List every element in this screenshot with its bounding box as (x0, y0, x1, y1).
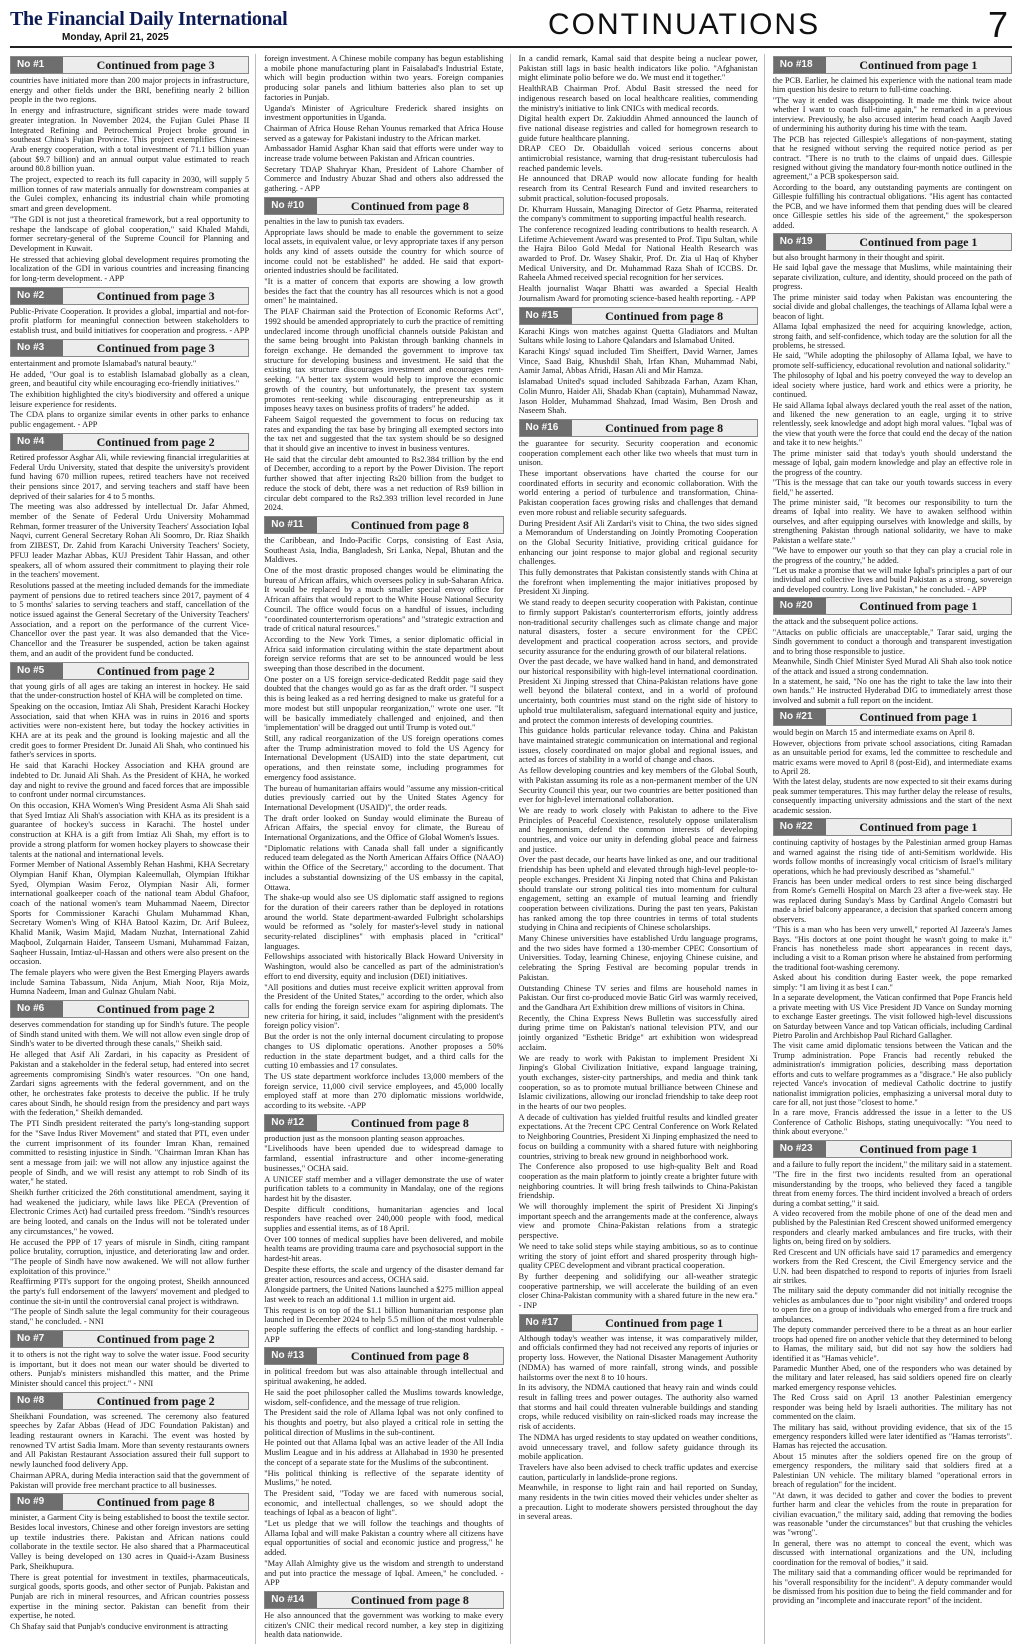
story-paragraph: He pointed out that Allama Iqbal was an active leader of the All India Muslim League and in his address at Allahabad in 1930 he presented the concept of a separate state for the Muslims of the subcontinent. (264, 1438, 504, 1467)
story-paragraph: Travelers have also been advised to check traffic updates and exercise caution, particularly in landslide-prone regions. (518, 1462, 758, 1482)
story (519, 1314, 758, 1522)
story-paragraph: Francis has been under medical orders to rest since being discharged from Rome's Gemelli Hospital on March 23 after a five-week stay. He was replaced during Sunday's Mass by Cardinal Angelo Comastri but made a brief balcony appearance, a decision that sparked concern among observers. (772, 876, 1012, 924)
story (10, 287, 249, 336)
story-number-badge: No #20 (774, 598, 826, 614)
story-paragraph: Islamabad United's squad included Sahibzada Farhan, Azam Khan, Colin Munro, Haider Ali, Shadab Khan (captain), Muhammad Nawaz, Jason Holder, Muhammad Shahzad, Imad Wasim, Ben Drosh and Naseem Shah. (518, 377, 758, 416)
story-paragraph: We need to take solid steps while staying ambitious, so as to continue writing the story of joint effort and shared prosperity through high-quality CPEC development and vibrant practical cooperation. (518, 1241, 758, 1271)
story (773, 1140, 1012, 1606)
story-paragraph: Many Chinese universities have established Urdu language programs, and the two sides have formed a 130-member CPEC Consortium of Universities. Today, learning Chinese, enjoying Chinese cuisine, and celebrating the Spring Festival are becoming popular trends in Pakistan. (518, 934, 758, 982)
story-paragraph: The bureau of humanitarian affairs would "assume any mission-critical duties previously carried out by the United States Agency for International Development (USAID)", the order reads. (264, 783, 504, 812)
story-paragraph: We will thoroughly implement the spirit of President Xi Jinping's important speech and the arrangements made at the conference, always view and promote China-Pakistan relations from a strategic perspective. (518, 1202, 758, 1241)
story-paragraph: Public-Private Cooperation. It provides a global, impartial and not-for-profit platform for meaningful connection between stakeholders to establish trust, and build initiatives for cooperation and progress. - APP (10, 306, 250, 336)
story-number-badge: No #4 (11, 434, 63, 450)
story-number-badge: No #1 (11, 57, 63, 73)
story-paragraph: A video recovered from the mobile phone of one of the dead men and published by the Palestinian Red Crescent showed uniformed emergency responders and clearly marked ambulances and fire trucks, with their lights on, being fired on by soldiers. (772, 1208, 1012, 1247)
story (10, 1000, 249, 1327)
story-paragraph: Despite difficult conditions, humanitarian agencies and local responders have reached over 240,000 people with food, medical supplies and essential items, as of 18 April. (264, 1204, 504, 1234)
story-paragraph: continuing captivity of hostages by the Palestinian armed group Hamas and warned against the rising tide of anti-Semitism worldwide. His words follow months of increasingly vocal criticism of Israel's military operations, which he had previously described as "shameful." (772, 838, 1012, 876)
story-paragraph: countries have initiated more than 200 major projects in infrastructure, energy and other fields under the BRI, benefiting nearly 2 billion people in the two regions. (10, 76, 250, 105)
story-paragraph: With the latest delay, students are now expected to sit their exams during peak summer temperatures. This may further delay the release of results, consequently impacting university admissions and the start of the next academic session. (772, 777, 1012, 815)
story-number-badge: No #8 (11, 1393, 63, 1409)
story-paragraph: "The GDI is not just a theoretical framework, but a real opportunity to reshape the landscape of global cooperation," said Khaled Mahdi, former secretary-general of the Supreme Council for Planning and Development in Kuwait. (10, 214, 250, 253)
story-paragraph: production just as the monsoon planting season approaches. (264, 1133, 465, 1143)
story-paragraph: Reaffirming PTI's support for the ongoing protest, Sheikh announced the party's full endorsement of the lawyers' movement and pledged to continue the sit-in until the controversial canal project is withdrawn. (10, 1277, 250, 1306)
story-paragraph: He said that Karachi Hockey Association and KHA ground are indebted to Dr. Junaid Ali Shah. As the President of KHA, he worked day and night to revive the ground and faced forces that are impossible to confront under normal circumstances. (10, 761, 250, 800)
publication-name: The Financial Daily International (10, 8, 288, 30)
story-paragraph: However, objections from private school associations, citing Ramadan as an unsuitable period for exams, led the committee to reschedule and matric exams were moved to April 8 (post-Eid), and intermediate exams to April 28. (772, 738, 1012, 776)
story (773, 597, 1012, 705)
story-paragraph: On this occasion, KHA Women's Wing President Asma Ali Shah said that Syed Imtiaz Ali Shah's association with KHA as its president is a guarantee of hockey's success in Karachi. The hostel under construction at KHA is a gift from Imtiaz Ali Shah, my effort is to provide a strong platform for women hockey players to showcase their talents at the national and international levels. (10, 801, 250, 859)
continuation-header (10, 56, 249, 74)
continued-from-label: Continued from page 8 (317, 198, 502, 214)
story-paragraph: "This is the message that can take our youth towards success in every field," he asserted. (772, 478, 1012, 497)
story-paragraph: that young girls of all ages are taking an interest in hockey. He said that the under-construction hostel of KHA will be completed on time. (10, 681, 250, 701)
story-paragraph: In its advisory, the NDMA cautioned that heavy rain and winds could result in falling trees and power outages. The authority also warned that storms and hail could threaten vulnerable buildings and standing crops, while reduced visibility on rain-slicked roads may increase the risk of accidents. (518, 1383, 758, 1432)
story-paragraph: The prime minister said today when Pakistan was encountering the social divide and global challenges, the teachings of Allama Iqbal were a beacon of light. (772, 292, 1012, 321)
story-number-badge: No #15 (520, 308, 572, 324)
story-paragraph: penalties in the law to punish tax evaders. (264, 216, 405, 226)
continuation-header (773, 233, 1012, 251)
story-paragraph: Chairman APRA, during Media interaction said that the government of Pakistan will provide free merchant practice to all businesses. (10, 1470, 250, 1490)
story-number-badge: No #10 (265, 198, 317, 214)
story-paragraph: The President said the role of Allama Iqbal was not only confined to his thoughts and poetry, but also played a critical role in setting the political direction of Muslims in the sub-continent. (264, 1408, 504, 1437)
continuation-header (10, 1493, 249, 1511)
story-paragraph: Appropriate laws should be made to enable the government to seize local assets, in equivalent value, or levy appropriate taxes if any person holds any kind of assets outside the country for which source of income could not be established" he added. He said that export-oriented industries should be facilitated. (264, 227, 504, 276)
continued-from-label: Continued from page 8 (572, 308, 757, 324)
continued-from-label: Continued from page 3 (63, 57, 248, 73)
story (10, 433, 249, 659)
story-paragraph: These important observations have charted the course for our coordinated efforts in security and economic collaboration. With the world entering a period of turbulence and transformation, China-Pakistan cooperation faces growing risks and challenges that demand even more robust and reliable security safeguards. (518, 469, 758, 517)
story-paragraph: There is great potential for investment in textiles, pharmaceuticals, surgical goods, sports goods, and other sector of Punjab. Pakistan and Punjab are rich in mineral resources, and African countries possess expertise in the mining sector. Pakistan can benefit from their expertise, he noted. (10, 1572, 250, 1621)
story (264, 197, 503, 513)
story-paragraph: Alongside partners, the United Nations launched a $275 million appeal last week to reach an additional 1.1 million in urgent aid. (264, 1285, 504, 1304)
story-paragraph: "We have to empower our youth so that they can play a crucial role in the progress of the country," he added. (772, 546, 1012, 565)
story-paragraph: He said the poet philosopher called the Muslims towards knowledge, wisdom, self-confidence, and the message of true religion. (264, 1387, 504, 1407)
story-paragraph: Chairman of Africa House Rehan Younus remarked that Africa House served as a gateway for Pakistani industry to the African market. (264, 123, 504, 143)
story-paragraph: "Attacks on public officials are unacceptable," Tarar said, urging the Sindh government to conduct a thorough and transparent investigation and to bring those responsible to justice. (772, 627, 1012, 656)
story-paragraph: Digital health expert Dr. Zakiuddin Ahmed announced the launch of five national disease registries and called for homegrown research to guide future healthcare planning. (518, 114, 758, 143)
story-paragraph: "His political thinking is reflective of the separate identity of Muslims," he noted. (264, 1468, 504, 1488)
story-paragraph: He stressed that achieving global development requires promoting the localization of the GDI in various countries and increasing financing for long-term development. - APP (10, 254, 250, 284)
story-paragraph: the PCB. Earlier, he claimed his experience with the national team made him question his desire to return to full-time coaching. (772, 76, 1012, 95)
story-paragraph: A UNICEF staff member and a villager demonstrate the use of water purification tablets to a community in Mandalay, one of the regions hardest hit by the disaster. (264, 1174, 504, 1203)
story-paragraph: One of the most drastic proposed changes would be eliminating the bureau of African affairs, which oversees policy in sub-Saharan Africa. It would be replaced by a much smaller special envoy office for African affairs that would report to the White House National Security Council. The office would focus on a handful of issues, including "coordinated counterterrorism operations" and "strategic extraction and trade of critical natural resources." (264, 566, 504, 634)
story-paragraph: Over 100 tonnes of medical supplies have been delivered, and mobile health teams are providing trauma care and psychosocial support in the hardest-hit areas. (264, 1234, 504, 1264)
story-paragraph: Karachi Kings won matches against Quetta Gladiators and Multan Sultans while losing to Lahore Qalandars and Islamabad United. (518, 326, 758, 346)
story-paragraph: In energy and infrastructure, significant strides were made toward greater integration. In November 2024, the Fujian Gulei Phase II Integrated Refining and Petrochemical Project broke ground in southeast China's Fujian Province. This project exemplifies Chinese-Arab energy cooperation, with a total investment of 71.1 billion yuan (about $9.7 billion) and an annual output value estimated to reach around 80.8 billion yuan. (10, 106, 250, 174)
continuation-header (10, 1392, 249, 1410)
continuation-header (10, 433, 249, 451)
story (10, 662, 249, 998)
story-paragraph: Former Member of National Assembly Rehan Hashmi, KHA Secretary Olympian Hanif Khan, Olympian Kaleemullah, Olympian Iftikhar Syed, Olympian Wasim Feroz, Olympian Nasir Ali, former international goalkeeper coach of the national team Abdul Ghafoor, coach of the national women's team Muhammad Naeem, Director Sports for Commissioner Karachi Ghulam Muhammad Khan, Secretary Women's Wing of KHA Batool Kazim, Dr. Arif Buleez, Khalid Manik, Wasim Majid, Madam Nuzhat, International Zahid Maqbool, Zulqarnain Haider, Tanseem Usmani, Muhammad Faizan, Saqheer Hussain, Imtiaz-ul-Hassan and others were also present on the occasion. (10, 860, 250, 967)
story-paragraph: it to others is not the right way to solve the water issue. Food security is important, but it does not mean our water should be diverted to others. Punjab's ministers mishandled this matter, and the Prime Minister should cancel this project." - NNI (10, 1349, 250, 1388)
story-paragraph: Karachi Kings' squad included Tim Sheiffert, David Warner, James Vince, Saad Baig, Khushdil Shah, Irfan Khan, Muhammad Nabi, Aamir Jamal, Abbas Afridi, Hasan Ali and Mir Hamza. (518, 346, 758, 376)
story-paragraph: Resolutions passed at the meeting included demands for the immediate payment of pensions due to retired teachers since 2017, payment of 4 to 5 months' salaries to serving teachers and staff, cancellation of the notice issued against the General Secretary of the University Teachers' Association, and a report on the performance of the current Vice-Chancellor over the past year. It was also demanded that the Vice-Chancellor and the Treasurer be suspended, action be taken against them, and an audit of the provident fund be conducted. (10, 580, 250, 658)
story-paragraph: The Red Cross said on April 13 another Palestinian emergency responder was being held by Israeli authorities. The military has not commented on the claim. (772, 1393, 1012, 1422)
continued-from-label: Continued from page 1 (826, 819, 1011, 835)
continued-from-label: Continued from page 1 (826, 1141, 1011, 1157)
story-paragraph: This request is on top of the $1.1 billion humanitarian response plan launched in December 2024 to help 5.5 million of the most vulnerable people suffering the effects of conflict and long-standing hardship. - APP (264, 1305, 504, 1344)
continued-from-label: Continued from page 8 (317, 517, 502, 533)
story-paragraph: The NDMA has urged residents to stay updated on weather conditions, avoid unnecessary travel, and follow safety guidance through its mobile application. (518, 1432, 758, 1462)
story-paragraph: would begin on March 15 and intermediate exams on April 8. (772, 728, 975, 738)
section-title: CONTINUATIONS (548, 8, 821, 41)
story (10, 339, 249, 430)
continued-from-label: Continued from page 2 (63, 663, 248, 679)
story-paragraph: In a candid remark, Kamal said that despite being a nuclear power, Pakistan still lags in basic health indicators like polio. "Afghanistan might eliminate polio before we do. We must end it together." (518, 54, 758, 83)
story-paragraph: We stand ready to deepen security cooperation with Pakistan, continue to firmly support Pakistan's counterterrorism efforts, jointly address non-traditional security challenges such as climate change and major natural disasters, foster a secure environment for the CPEC development and practical cooperation across sectors, and provide security assurance for the enduring growth of our bilateral relations. (518, 598, 758, 656)
story-paragraph: The female players who were given the Best Emerging Players awards include Samina Tabassum, Nida Anjum, Miah Noor, Rija Moiz, Humna Nadeem, Iman and Gulnaz Ghulam Nabi. (10, 967, 250, 997)
continuation-header (773, 56, 1012, 74)
story-paragraph: The draft order looked on Sunday would eliminate the Bureau of African Affairs, the special envoy for climate, the Bureau of International Organizations, and the Office of Global Women's Issues. (264, 813, 504, 843)
story-paragraph: The visit came amid diplomatic tensions between the Vatican and the Trump administration. Pope Francis had recently rebuked the administration's immigration policies, describing mass deportation efforts and cuts to welfare programmes as a "disgrace." He also publicly rejected Vance's invocation of medieval Catholic doctrine to justify nationalist immigration policies, emphasizing a universal moral duty to care for all, not just those "closest to home." (772, 1041, 1012, 1107)
continuation-header (10, 1000, 249, 1018)
story-number-badge: No #5 (11, 663, 63, 679)
story-paragraph: Faheem Saigol requested the government to focus on reducing tax rates and expanding the tax base by bringing all exempted sectors into the tax net and suggested that the tax system should be so designed that it should give an incentive to invest in business ventures. (264, 414, 504, 454)
story-paragraph: "Livelihoods have been upended due to widespread damage to farmland, essential infrastructure and other income-generating businesses," OCHA said. (264, 1144, 504, 1173)
story-paragraph: This guidance holds particular relevance today. China and Pakistan have maintained strategic communication on international and regional issues, closely coordinated on major global and regional issues, and acted as forces of stability in a world of change and chaos. (518, 726, 758, 765)
story-paragraph: minister, a Garment City is being established to boost the textile sector. Besides local investors, Chinese and other foreign investors are setting up textile industries there. Pakistan and African nations could collaborate in the textile sector. He also shared that a Pharmaceutical Valley is being developed on 130 acres in Quaid-i-Azam Business Park, Sheikhupura. (10, 1513, 250, 1571)
story-paragraph: Sheikhani Foundation, was screened. The ceremony also featured speeches by Zafar Abbas (Head of JDC Foundation Pakistan) and leading restaurant owners in Karachi. The event was hosted by renowned TV artist Sadia Imam. More than seventy restaurants owners and All Pakistan Restaurant Association assured their full support to newly launched food delivery App. (10, 1411, 250, 1470)
continuation-header (264, 1591, 503, 1609)
story-paragraph: "Diplomatic relations with Canada shall fall under a significantly reduced team delegated as the North American Affairs Office (NAAO) within the Office of the Secretary," according to the document. That includes a substantial downsizing of the US embassy in the capital, Ottawa. (264, 843, 504, 892)
story-paragraph: During President Asif Ali Zardari's visit to China, the two sides signed a Memorandum of Understanding on Jointly Promoting Cooperation on the Global Security Initiative, providing critical guidance for enhancing our joint response to major global and regional security challenges. (518, 518, 758, 567)
story-paragraph: foreign investment. A Chinese mobile company has begun establishing a mobile phone manufacturing plant in Faisalabad's Industrial Estate, which will begin production within two years. Foreign companies producing solar panels and lithium batteries also plan to set up factories in Punjab. (264, 54, 504, 102)
story-number-badge: No #14 (265, 1592, 317, 1608)
continued-from-label: Continued from page 2 (63, 434, 248, 450)
story-paragraph: The shake-up would also see US diplomatic staff assigned to regions for the duration of their careers rather than be deployed in rotations around the world. State department-awarded Fulbright scholarships would be reformed as "solely for master's-level study in national security-related disciplines" with emphasis placed in "critical" languages. (264, 893, 504, 951)
story (264, 1347, 503, 1587)
story-paragraph: The project, expected to reach its full capacity in 2030, will supply 5 million tonnes of raw materials annually for downstream companies at the Gulei complex, enhancing its industrial chain while promoting smart and green development. (10, 175, 250, 214)
continued-from-label: Continued from page 8 (317, 1592, 502, 1608)
story-paragraph: HealthRAB Chairman Prof. Abdul Basit stressed the need for indigenous research based on local healthcare realities, commending the ministry's initiative to link CNICs with medical records. (518, 84, 758, 113)
story-paragraph: The CDA plans to organize similar events in other parks to enhance public engagement. - APP (10, 410, 250, 430)
continuation-header (264, 1347, 503, 1365)
story-paragraph: One poster on a US foreign service-dedicated Reddit page said they doubted that the changes would go as far as the draft order. "I suspect this is being leaked as a red herring designed to make us grateful for a more modest but still unpopular reorganization," wrote one user. "It will be basically immediately challenged and enjoined, and then 'implementation' will be dragged out until Trump is voted out." (264, 674, 504, 733)
story-number-badge: No #2 (11, 288, 63, 304)
continued-from-label: Continued from page 3 (63, 340, 248, 356)
continued-from-label: Continued from page 1 (826, 709, 1011, 725)
story-number-badge: No #7 (11, 1331, 63, 1347)
story-paragraph: "May Allah Almighty give us the wisdom and strength to understand and put into practice the message of Iqbal. Ameen," he concluded. - APP (264, 1558, 504, 1588)
story (10, 1330, 249, 1389)
story-paragraph: Asked about his condition during Easter week, the pope remarked simply: "I am living it as best I can." (772, 973, 1012, 992)
story-paragraph: In general, there was no attempt to conceal the event, which was discussed with international organizations and the UN, including coordination for the removal of bodies," it said. (772, 1538, 1012, 1567)
story-paragraph: Paramedic Munther Abed, one of the responders who was detained by the military and later released, has said soldiers opened fire on clearly marked emergency response vehicles. (772, 1363, 1012, 1392)
continued-from-label: Continued from page 2 (63, 1331, 248, 1347)
story-paragraph: The deputy commander perceived there to be a threat as an hour earlier troops had opened fire on another vehicle that they determined to belong to Hamas, the military said, but did not say how the soldiers had identified it as "Hamas vehicle". (772, 1325, 1012, 1363)
story-paragraph: Allama Iqbal emphasized the need for acquiring knowledge, action, strong faith, and self-confidence, which today are the solution for all the problems, he stressed. (772, 322, 1012, 350)
story-paragraph: The US state department workforce includes 13,000 members of the foreign service, 11,000 civil service employees, and 45,000 locally employed staff at more than 270 diplomatic missions worldwide, according to its website. -APP (264, 1071, 504, 1111)
story-paragraph: "The fire in the first two incidents resulted from an operational misunderstanding by the troops, who believed they faced a tangible threat from enemy forces. The third incident involved a breach of orders during a combat setting," it said. (772, 1170, 1012, 1208)
story-paragraph: The military said that a commanding officer would be reprimanded for his "overall responsibility for the incident". A deputy commander would be dismissed from his position due to being the field commander and for providing an "incomplete and inaccurate report" of the incident. (772, 1568, 1012, 1606)
story-paragraph: the attack and the subsequent police actions. (772, 617, 919, 627)
story-paragraph: entertainment and promote Islamabad's natural beauty." (10, 358, 197, 368)
story-paragraph: About 15 minutes after the soldiers opened fire on the group of emergency responders, the military said that soldiers fired at a Palestinian UN vehicle. The military blamed "operational errors in breach of regulation" for the incident. (772, 1451, 1012, 1490)
story-number-badge: No #16 (520, 420, 572, 436)
continuation-header (10, 339, 249, 357)
continuation-header (264, 1114, 503, 1132)
continuation-header (519, 307, 758, 325)
story (264, 516, 503, 1111)
story-paragraph: Retired professor Asghar Ali, while reviewing financial irregularities at Federal Urdu University, stated that despite the university's provident fund having 670 million rupees, retired teachers have not received their pensions since 2017, and serving teachers and staff have been deprived of their salaries for 4 to 5 months. (10, 452, 250, 501)
continued-from-label: Continued from page 1 (826, 598, 1011, 614)
continuation-header (773, 708, 1012, 726)
continuation-header (519, 1314, 758, 1332)
columns (10, 54, 1012, 1644)
story-paragraph: The philosophy of Iqbal and his poetry conveyed the way to develop an ideal society where justice, hard work and ethics were a priority, he continued. (772, 371, 1012, 400)
column-3 (519, 54, 765, 1644)
continuation-header (10, 1330, 249, 1348)
story-number-badge: No #23 (774, 1141, 826, 1157)
story (519, 419, 758, 1311)
story-paragraph: Uganda's Minister of Agriculture Frederick shared insights on investment opportunities in Uganda. (264, 103, 504, 123)
story-paragraph: Health journalist Waqar Bhatti was awarded a Special Health Journalism Award for promoting science-based health reporting. - APP (518, 284, 758, 303)
story-paragraph: Red Crescent and UN officials have said 17 paramedics and emergency workers from the Red Crescent, the Civil Emergency service and the U.N. had been dispatched to respond to reports of injuries from Israeli air strikes. (772, 1247, 1012, 1285)
story (773, 56, 1012, 230)
story-paragraph: "It is a matter of concern that exports are showing a low growth besides the fact that the country has all resources which is not a good omen" he maintained. (264, 277, 504, 306)
story-paragraph: Speaking on the occasion, Imtiaz Ali Shah, President Karachi Hockey Association, said that when KHA was in ruins in 2016 and sports activities were non-existent here, but today the hockey activities in KHA are at its peak and the ground is looking majestic and all the credit goes to former President Dr. Junaid Ali Shah, who continued his father's services in sports. (10, 701, 250, 760)
story-paragraph: The military said the deputy commander did not initially recognise the vehicles as ambulances due to "poor night visibility" and ordered troops to open fire on a group of individuals who emerged from a fire truck and ambulances. (772, 1286, 1012, 1324)
story-paragraph: The Conference also proposed to use high-quality Belt and Road cooperation as the main platform to jointly create a brighter future with neighboring countries. It will bring fresh tailwinds to China-Pakistan friendship. (518, 1162, 758, 1201)
story-paragraph: According to the board, any outstanding payments are contingent on Gillespie fulfilling his contractual obligations. "His agent has contacted the PCB, and we have informed them that pending dues will be cleared once Gillespie settles his side of the agreement," the spokesperson added. (772, 182, 1012, 230)
story (519, 307, 758, 416)
story-number-badge: No #11 (265, 517, 317, 533)
story-paragraph: and a failure to fully report the incident," the military said in a statement. (772, 1159, 1012, 1169)
story (264, 1114, 503, 1345)
story-paragraph: But the order is not the only internal document circulating to propose changes to US diplomatic operations. Another proposes a 50% reduction in the state department budget, and a third calls for the cutting 10 embassies and 17 consulates. (264, 1032, 504, 1071)
story-paragraph: He alleged that Asif Ali Zardari, in his capacity as President of Pakistan and a stakeholder in the federal setup, had entered into secret agreements compromising Sindh's water resources. "On one hand, Zardari signs agreements with the federal government, and on the other, he orchestrates fake protests to deceive the public. If he truly cares about Sindh, he should resign from the presidency and part ways with the federation," Sheikh demanded. (10, 1050, 250, 1118)
continuation-header (10, 287, 249, 305)
story-number-badge: No #6 (11, 1001, 63, 1017)
story-paragraph: DRAP CEO Dr. Obaidullah voiced serious concerns about antimicrobial resistance, warning that drug-resistant tuberculosis had reached pandemic levels. (518, 144, 758, 173)
continued-from-label: Continued from page 8 (63, 1494, 248, 1510)
story-paragraph: The PTI Sindh president reiterated the party's long-standing support for the "Save Indus River Movement" and stated that PTI, even under the current imprisonment of its founder Imran Khan, remained committed to resisting injustice in Sindh. "Chairman Imran Khan has sent a message from jail: we will not allow any injustice against the people of Sindh, and we will resist any attempt to rob Sindh of its water," he stated. (10, 1119, 250, 1187)
story-number-badge: No #19 (774, 234, 826, 250)
story-paragraph: As fellow developing countries and key members of the Global South, with Pakistan assuming its role as a non-permanent member of the UN Security Council this year, our two countries are better positioned than ever for high-level international collaboration. (518, 766, 758, 805)
story-paragraph: The exhibition highlighted the city's biodiversity and offered a unique leisure experience for residents. (10, 389, 250, 409)
story-paragraph: We are ready to work closely with Pakistan to adhere to the Five Principles of Peaceful Coexistence, resolutely oppose unilateralism and hegemonism, defend the common interests of developing countries, and voice our unity in defending global peace and fairness and justice. (518, 805, 758, 854)
story-number-badge: No #3 (11, 340, 63, 356)
story-paragraph: The prime minister said, "It becomes our responsibility to turn the dreams of Iqbal into reality. We have to awaken selfhood within ourselves, and after equipping ourselves with knowledge and skills, by strengthening Pakistan through national solidarity, we have to make Pakistan a welfare state." (772, 497, 1012, 545)
story-paragraph: deserves commendation for standing up for Sindh's future. The people of Sindh stand united with them. We will not allow even single drop of Sindh's water to be diverted through these canals," Sheikh said. (10, 1020, 250, 1049)
column-4 (773, 54, 1012, 1644)
story-paragraph: In a separate development, the Vatican confirmed that Pope Francis held a private meeting with US Vice President JD Vance on Sunday morning to exchange Easter greetings. The visit followed high-level discussions on Saturday between Vance and top Vatican officials, including Cardinal Pietro Parolin and Archbishop Paul Richard Gallagher. (772, 993, 1012, 1040)
story-paragraph: He announced that DRAP would now allocate funding for health research from its Central Research Fund and invited researchers to submit practical, solution-focused proposals. (518, 174, 758, 203)
masthead (0, 0, 1022, 52)
story-paragraph: Recently, the China Express News Bulletin was successfully aired during prime time on Pakistan's national television PTV, and our jointly organized "Esthetic Bridge" art exhibition won widespread acclaim. (518, 1013, 758, 1052)
continued-from-label: Continued from page 1 (826, 57, 1011, 73)
story-paragraph: Although today's weather was intense, it was comparatively milder, and officials confirmed they had not received any reports of injuries or property loss. However, the National Disaster Management Authority (NDMA) has warned of more rainfall, strong winds, and possible hailstorms over the next 8 to 10 hours. (518, 1333, 758, 1382)
continuation-header (519, 419, 758, 437)
story-paragraph: Secretary TDAP Shahryar Khan, President of Lahore Chamber of Commerce and Industry Abuzar Shad and others also addressed the gathering. - APP (264, 164, 504, 194)
story-paragraph: He added, "Our goal is to establish Islamabad globally as a clean, green, and beautiful city while encouraging eco-friendly initiatives." (10, 369, 250, 389)
story (10, 1493, 249, 1631)
story-paragraph: Ch Shafay said that Punjab's conducive environment is attracting (10, 1622, 228, 1632)
story-paragraph: This fully demonstrates that Pakistan consistently stands with China at the forefront when implementing the major initiatives proposed by President Xi Jinping. (518, 568, 758, 597)
story-paragraph: By further deepening and solidifying our all-weather strategic cooperative partnership, we will accelerate the building of an even closer China-Pakistan community with a shared future in the new era." - INP (518, 1271, 758, 1311)
story-paragraph: He said, "While adopting the philosophy of Allama Iqbal, we have to promote self-sufficiency, educational revolution and national solidarity." (772, 351, 1012, 370)
continued-from-label: Continued from page 8 (572, 420, 757, 436)
story-paragraph: A decade of cultivation has yielded fruitful results and kindled greater expectations. At the ?recent CPC Central Conference on Work Related to Neighboring Countries, President Xi Jinping emphasized the need to focus on building a community with a shared future with neighboring countries, striving to break new ground in neighborhood work. (518, 1112, 758, 1161)
story-paragraph: The PCB has rejected Gillespie's allegations of non-payment, stating that he resigned without serving the required notice period as per contract. "There is no truth to the claims of unpaid dues. Gillespie resigned without giving the mandatory four-month notice outlined in the agreement," a PCB spokesperson said. (772, 134, 1012, 182)
story-paragraph: The PIAF Chairman said the Protection of Economic Reforms Act", 1992 should be amended appropriately to curb the practice of remitting undeclared income through unofficial channels outside Pakistan and the same being brought into Pakistan through banking channels in foreign exchange. He demanded the government to improve tax structure for developing business and investment. He said that the existing tax structure discourages investment and encourages rent-seeking. "A better tax system would help to improve the economic growth of the country, but unfortunately, the present tax system promotes rent-seeking while discouraging entrepreneurship as it imposes heavy taxes on business profits of traders" he added. (264, 307, 504, 414)
story-paragraph: "The way it ended was disappointing. It made me think twice about whether I want to coach full-time again," he remarked in a previous interview. Previously, he also accused interim head coach Aaqib Javed of undermining his authority during his time with the team. (772, 95, 1012, 134)
story-paragraph: He said Iqbal gave the message that Muslims, while maintaining their separate civilization, culture, and identity, should proceed on the path of progress. (772, 263, 1012, 292)
story-paragraph: In a rare move, Francis addressed the issue in a letter to the US Conference of Catholic Bishops, stating unequivocally: "You need to think about everyone." (772, 1108, 1012, 1137)
story-paragraph: "The people of Sindh salute the legal community for their courageous stand," he concluded. - NNI (10, 1307, 250, 1327)
continuation-header (10, 662, 249, 680)
story-number-badge: No #17 (520, 1315, 572, 1331)
story-paragraph: the guarantee for security. Security cooperation and economic cooperation complement each other like two wheels that must turn in unison. (518, 438, 758, 468)
story (773, 233, 1012, 594)
story-paragraph: "At dawn, it was decided to gather and cover the bodies to prevent further harm and clear the vehicles from the route in preparation for civilian evacuation," the military said, adding that removing the bodies was reasonable "under the circumstances" but that crushing the vehicles was "wrong". (772, 1490, 1012, 1538)
story-paragraph: Over the past decade, our hearts have linked as one, and our traditional friendship has been upheld and elevated through high-level people-to-people exchanges. President Xi Jinping noted that China and Pakistan should translate our strong political ties into momentum for cultural engagement, setting an example of mutual learning and friendly cooperation between civilizations. During the past ten years, Pakistan has ranked among the top three countries in terms of total students studying in China and recipients of Chinese scholarships. (518, 855, 758, 933)
story-number-badge: No #22 (774, 819, 826, 835)
story-number-badge: No #13 (265, 1348, 317, 1364)
story (519, 54, 758, 304)
story-paragraph: He also announced that the government was working to make every citizen's CNIC their medical record number, a key step in digitizing health data nationwide. (264, 1610, 504, 1640)
story-paragraph: The military has said, without providing evidence, that six of the 15 emergency responders killed were later identified as "Hamas terrorists". Hamas has rejected the accusation. (772, 1422, 1012, 1451)
story-paragraph: Outstanding Chinese TV series and films are household names in Pakistan. Our first co-produced movie Batic Girl was warmly received, and the Gandhara Art Exhibition drew millions of visitors in China. (518, 983, 758, 1012)
continuation-header (773, 1140, 1012, 1158)
story-number-badge: No #18 (774, 57, 826, 73)
story-number-badge: No #21 (774, 709, 826, 725)
continued-from-label: Continued from page 2 (63, 1393, 248, 1409)
story (10, 56, 249, 284)
story-paragraph: "This is a man who has been very unwell," reported Al Jazeera's James Bays. "His doctors at one point thought he wasn't going to make it." Francis has nonetheless made short appearances in recent days, including a visit to a Roman prison where he abstained from performing the traditional foot-washing ceremony. (772, 925, 1012, 972)
story (264, 1591, 503, 1640)
story (264, 54, 503, 194)
continued-from-label: Continued from page 3 (63, 288, 248, 304)
story-paragraph: in political freedom but was also attainable through intellectual and spiritual awakening, he added. (264, 1367, 504, 1387)
continued-from-label: Continued from page 1 (572, 1315, 757, 1331)
continued-from-label: Continued from page 1 (826, 234, 1011, 250)
story-paragraph: He said Allama Iqbal always declared youth the real asset of the nation, and likened the new generation to an eagle, urging it to strive relentlessly, seek knowledge and adopt high moral values. "Iqbal was of the view that youth were the force that could end the decay of the nation and take it to new heights." (772, 400, 1012, 448)
continued-from-label: Continued from page 8 (317, 1348, 502, 1364)
column-1 (10, 54, 256, 1644)
story-paragraph: The conference recognized leading contributions to health research. A Lifetime Achievement Award was presented to Prof. Tipu Sultan, while the Hajra Biloo Gold Medal for National Health Research was awarded to Prof. Dr. Wasey Shakir, Prof. Dr. Zia ul Haq of Khyber Medical University, and Dr. Muhammad Raza Shah of ICCBS. Dr. Raheela Ahmed received special recognition for her services. (518, 224, 758, 283)
story (773, 818, 1012, 1137)
story-paragraph: "Let us make a promise that we will make Iqbal's principles a part of our individual and collective lives and build Pakistan as a strong, sovereign and developed country. Long live Pakistan," he concluded. - APP (772, 566, 1012, 594)
page-number: 7 (987, 4, 1008, 45)
story-paragraph: Dr. Khurram Hussain, Managing Director of Getz Pharma, reiterated the company's commitment to supporting impactful health research. (518, 204, 758, 224)
story-paragraph: Despite these efforts, the scale and urgency of the disaster demand far greater action, resources and access, OCHA said. (264, 1264, 504, 1284)
story-paragraph: Meanwhile, in response to light rain and hail reported on Sunday, many residents in the twin cities moved their vehicles under shelter as a precaution. Light to moderate showers persisted throughout the day in several areas. (518, 1483, 758, 1522)
continued-from-label: Continued from page 8 (317, 1115, 502, 1131)
continued-from-label: Continued from page 2 (63, 1001, 248, 1017)
story-paragraph: We are ready to work with Pakistan to implement President Xi Jinping's Global Civilization Initiative, expand language training, youth exchanges, sister-city partnerships, and media and think tank cooperation, so as to promote mutual brilliance between Chinese and Islamic civilizations, allowing our ironclad friendship to take deep root in the hearts of our two peoples. (518, 1053, 758, 1112)
story-paragraph: Ambassador Hamid Asghar Khan said that efforts were under way to increase trade volume between Pakistan and African countries. (264, 144, 504, 164)
story-number-badge: No #12 (265, 1115, 317, 1131)
story-number-badge: No #9 (11, 1494, 63, 1510)
story-paragraph: Sheikh further criticized the 26th constitutional amendment, saying it had weakened the judiciary, while laws like PECA (Prevention of Electronic Crimes Act) had curtailed press freedom. "Sindh's resources are being looted, and canals on the Indus will not be tolerated under any circumstances," he vowed. (10, 1188, 250, 1236)
continuation-header (773, 597, 1012, 615)
column-2 (264, 54, 510, 1644)
story-paragraph: but also brought harmony in their thought and spirit. (772, 253, 945, 262)
continuation-header (264, 197, 503, 215)
story-paragraph: "Let us pledge that we will follow the teachings and thoughts of Allama Iqbal and will make Pakistan a country where all citizens have equal opportunities of social and economic justice and progress," he added. (264, 1519, 504, 1558)
story-paragraph: The meeting was also addressed by intellectual Dr. Jafar Ahmed, member of the Senate of Federal Urdu University Mohammad Rehman, former treasurer of the University Teachers' Association Iqbal Naqvi, current General Secretary Rohan Ali Soomro, Dr. Riaz Shaikh from ZIBEST, Dr. Zahid from Karachi University Teachers' Society, PFUJ leader Mazhar Abbas, KUJ President Tahir Hassan, and other speakers, all of whom assured their commitment to playing their role in the teachers' movement. (10, 502, 250, 580)
story (773, 708, 1012, 815)
story-paragraph: "All positions and duties must receive explicit written approval from the President of the United States," according to the order, which also calls for ending the foreign service exam for aspiring diplomats. The new criteria for hiring, it said, includes "alignment with the president's foreign policy vision". (264, 982, 504, 1031)
story-paragraph: He said that the circular debt amounted to Rs2.384 trillion by the end of December, according to a report by the Power Division. The report further showed that after injecting Rs20 billion from the budget to reduce the stock of debt, there was a net reduction of Rs9 billion in circular debt compared to the Rs2.393 trillion level recorded in June 2024. (264, 454, 504, 513)
story-paragraph: Meanwhile, Sindh Chief Minister Syed Murad Ali Shah also took notice of the attack and issued a strong condemnation. (772, 657, 1012, 676)
story-paragraph: According to the New York Times, a senior diplomatic official in Africa said information circulating within the state department about foreign service reforms that are set to be announced would be less sweeping than those described in the document. (264, 634, 504, 674)
masthead-rule (10, 46, 1012, 48)
story-paragraph: Still, any radical reorganization of the US foreign operations comes after the Trump administration moved to fold the US Agency for International Development (USAID) into the state department, cut operations, and then reinstate some, including programmes for emergency food assistance. (264, 734, 504, 782)
story-paragraph: He accused the PPP of 17 years of misrule in Sindh, citing rampant police brutality, corruption, injustice, and deteriorating law and order. "The people of Sindh have now awakened. We will not allow further exploitation of this province." (10, 1237, 250, 1276)
continuation-header (773, 818, 1012, 836)
story-paragraph: Fellowships associated with historically Black Howard University in Washington, would also be cancelled as part of the administration's effort to end diversity, equity and inclusion (DEI) initiatives. (264, 952, 504, 981)
continuation-header (264, 516, 503, 534)
story (10, 1392, 249, 1491)
story-paragraph: The President said, "Today we are faced with numerous social, economic, and intellectual challenges, so we should adopt the teachings of Iqbal as a beacon of light". (264, 1488, 504, 1518)
story-paragraph: the Caribbean, and Indo-Pacific Corps, consisting of East Asia, Southeast Asia, India, Bangladesh, Sri Lanka, Nepal, Bhutan and the Maldives. (264, 535, 504, 565)
story-paragraph: In a statement, he said, "No one has the right to take the law into their own hands." He instructed Hyderabad DIG to immediately arrest those involved and submit a full report on the incident. (772, 676, 1012, 705)
publication-date: Monday, April 21, 2025 (62, 32, 169, 43)
story-paragraph: Over the past decade, we have walked hand in hand, and demonstrated our historical responsibility with high-level international coordination. President Xi Jinping stressed that China-Pakistan relations have gone well beyond the bilateral context, and in a world of profound uncertainty, both countries must stand on the right side of history to uphold true multilateralism, safeguard international equity and justice, and protect the common interests of developing countries. (518, 657, 758, 725)
story-paragraph: The prime minister said that today's youth should understand the message of Iqbal, gain modern knowledge and play an effective role in the progress of the country. (772, 448, 1012, 477)
